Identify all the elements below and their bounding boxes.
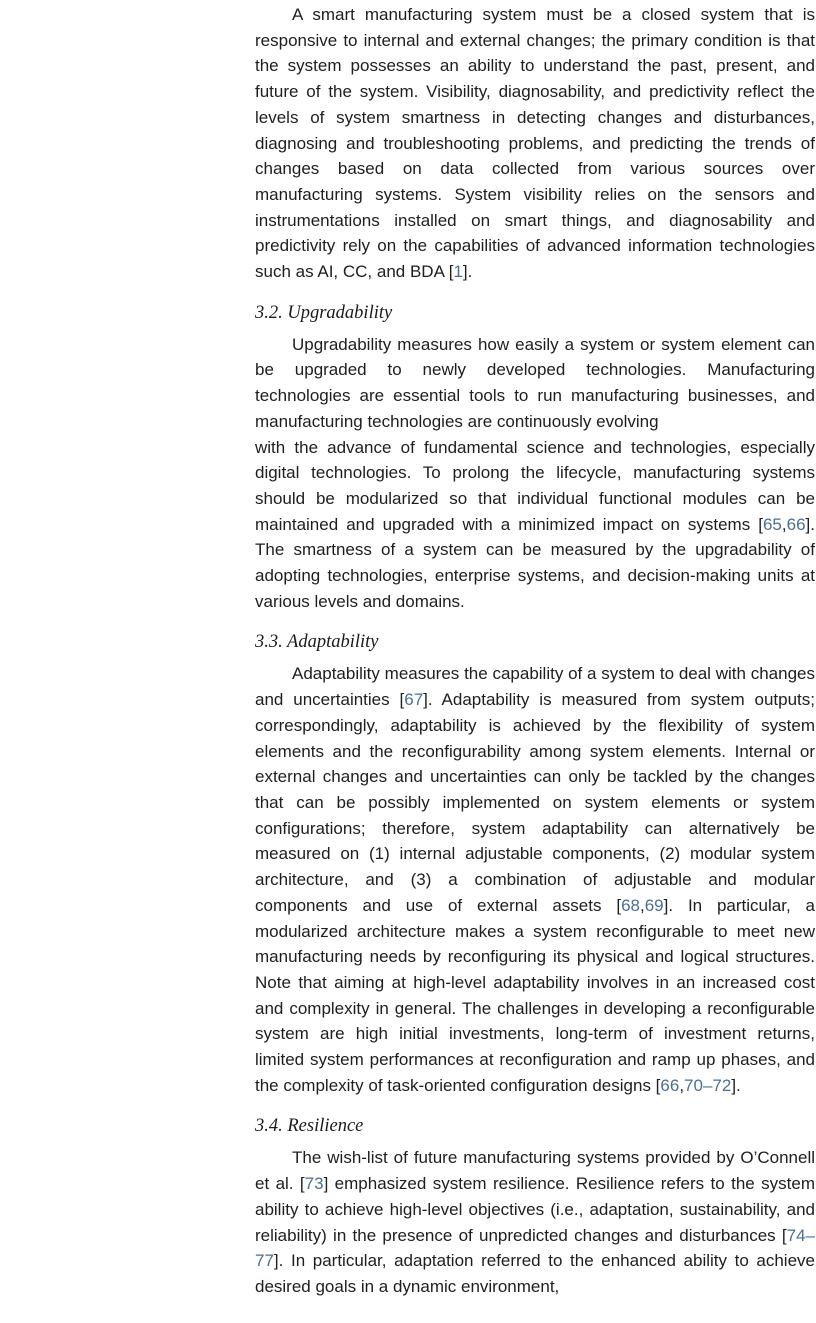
citation-link[interactable]: 66 [786, 514, 806, 534]
citation-link[interactable]: 66 [660, 1075, 680, 1095]
citation-link[interactable]: 1 [453, 262, 463, 282]
text-run: A smart manufacturing system must be a closed system that is responsive to internal and external changes; the primary condition is that the system possesses an ability to understand the past, present, and future of the system. Visibility, diagnosability, and predictivity reflect the levels of system smartness in detecting changes and disturbances, diagnosing and troubleshooting problems, and predicting the trends of changes based on data collected from various sources over manufacturing systems. System visibility relies on the sensors and instrumentations installed on smart things, and diagnosability and predictivity rely on the capabilities of advanced information technologies such as AI, CC, and BDA [ [255, 5, 815, 282]
text-run: , [781, 514, 787, 534]
section-heading-adaptability: 3.3. Adaptability [255, 632, 379, 653]
paragraph-upgradability-part1 [255, 332, 815, 435]
text-run: ]. In particular, adaptation referred to the enhanced ability to achieve desired goals in a dynamic environment, [255, 1251, 815, 1296]
citation-link[interactable]: 65 [762, 514, 782, 534]
paragraph-smart-manufacturing [255, 2, 815, 285]
paragraph-resilience [255, 1145, 815, 1299]
section-heading-upgradability: 3.2. Upgradability [255, 302, 393, 323]
citation-link[interactable]: 70–72 [684, 1075, 732, 1095]
text-run: ]. [462, 262, 473, 282]
citation-link[interactable]: 73 [304, 1174, 324, 1194]
text-run: ]. Adaptability is measured from system outputs; correspondingly, adaptability is achieved by the flexibility of system elements and the reconfigurability among system elements. Internal or external changes and uncertainties can only be tackled by the changes that can be possibly implemented on system elements or system configurations; therefore, system adaptability can alternatively be measured on (1) internal adjustable components, (2) modular system architecture, and (3) a combination of adjustable and modular components and use of external assets [ [255, 690, 816, 915]
text-run: with the advance of fundamental science and technologies, especially digital technologies. To prolong the lifecycle, manufacturing systems should be modularized so that individual functional modules can be maintained and upgraded with a minimized impact on systems [ [255, 437, 815, 534]
text-column [255, 2, 815, 1300]
text-run: ]. [731, 1075, 741, 1095]
paragraph-upgradability-part2 [255, 435, 815, 615]
text-run: ]. The smartness of a system can be measured by the upgradability of adopting technologies, enterprise systems, and decision-making units at various levels and domains. [255, 514, 815, 611]
text-run: ] emphasized system resilience. Resilience refers to the system ability to achieve high-level objectives (i.e., adaptation, sustainability, and reliability) in the presence of unpredicted changes and disturbances [ [255, 1174, 815, 1245]
section-heading-resilience: 3.4. Resilience [255, 1116, 364, 1137]
text-run: ]. In particular, a modularized architecture makes a system reconfigurable to meet new manufacturing needs by reconfiguring its physical and logical structures. Note that aiming at high-level adaptability involves in an increased cost and complexity in general. The challenges in developing a reconfigurable system are high initial investments, long-term of investment returns, limited system performances at reconfiguration and ramp up phases, and the complexity of task-oriented configuration designs [ [255, 895, 815, 1095]
text-run: Upgradability measures how easily a system or system element can be upgraded to newly developed technologies. Manufacturing technologies are essential tools to run manufacturing businesses, and manufacturing technologies are continuously evolving [255, 334, 815, 431]
text-run: , [679, 1075, 685, 1095]
text-run: , [639, 895, 645, 915]
citation-link[interactable]: 67 [404, 690, 424, 710]
citation-link[interactable]: 68 [621, 895, 640, 915]
text-run: Adaptability measures the capability of a system to deal with changes and uncertainties [ [255, 664, 815, 710]
citation-link[interactable]: 74–77 [255, 1225, 815, 1271]
paragraph-adaptability [255, 661, 815, 1098]
citation-link[interactable]: 69 [644, 895, 664, 915]
text-run: The wish-list of future manufacturing systems provided by O’Connell et al. [ [255, 1148, 815, 1194]
